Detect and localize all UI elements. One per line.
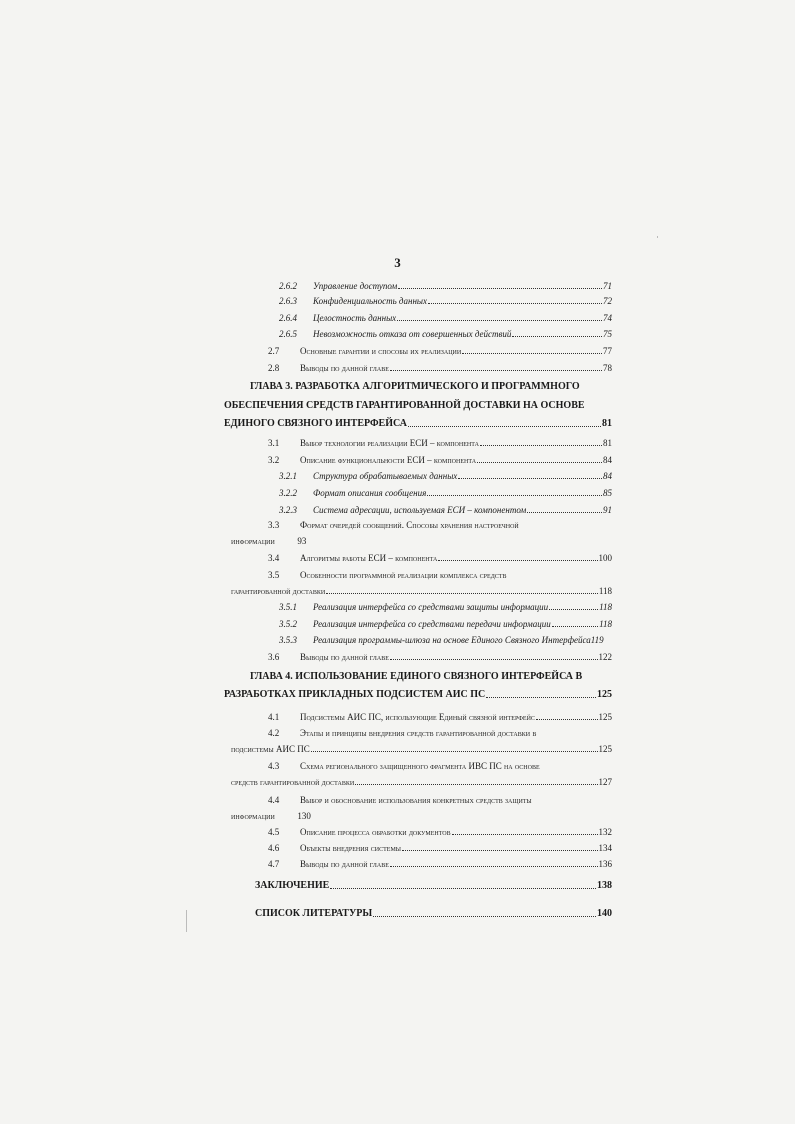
toc-entry-2-6-3: [279, 295, 612, 307]
toc-entry-4-2-continuation: [231, 743, 612, 755]
toc-leader-dots: [462, 345, 602, 354]
toc-entry-title: Реализация интерфейса со средствами защиты информации: [313, 602, 549, 612]
toc-entry-title: Особенности программной реализации комплекса средств: [300, 570, 507, 580]
toc-entry-title: Алгоритмы работы ЕСИ – компонента: [300, 553, 438, 563]
toc-leader-dots: [549, 601, 598, 610]
toc-entry-title: Конфиденциальность данных: [313, 296, 428, 306]
toc-leader-dots: [390, 858, 598, 867]
toc-entry-2-6-5: [279, 328, 612, 340]
toc-entry-title: Выводы по данной главе: [300, 859, 389, 869]
toc-entry-page: 132: [598, 827, 612, 837]
toc-entry-title: Формат описания сообщения: [313, 488, 427, 498]
toc-entry-3-2: [268, 454, 612, 466]
toc-entry-3-3: [268, 519, 519, 531]
toc-leader-dots: [428, 295, 602, 304]
toc-entry-page: 77: [603, 346, 612, 356]
toc-entry-page: 78: [603, 363, 612, 373]
toc-entry-3-5-1: [279, 601, 612, 613]
toc-entry-number: 2.6.5: [279, 329, 297, 339]
toc-entry-title: Структура обрабатываемых данных: [313, 471, 458, 481]
toc-entry-4-6: [268, 842, 612, 854]
toc-entry-2-6-4: [279, 312, 612, 324]
toc-entry-title: средств гарантированной доставки: [231, 777, 355, 787]
toc-leader-dots: [355, 776, 597, 785]
toc-entry-number: 3.5.2: [279, 619, 297, 629]
toc-entry-title: Основные гарантии и способы их реализации: [300, 346, 462, 356]
toc-entry-2-8: [268, 362, 612, 374]
toc-entry-page: 100: [598, 553, 612, 563]
toc-leader-dots: [390, 362, 602, 371]
toc-entry-page: 130: [297, 811, 311, 821]
toc-entry-title: Формат очередей сообщений. Способы хранения настроечной: [300, 520, 519, 530]
toc-leader-dots: [452, 826, 598, 835]
toc-entry-title: Описание функциональности ЕСИ – компонента: [300, 455, 477, 465]
toc-entry-3-5-3: [279, 634, 619, 646]
chapter-4-heading-line2: [224, 689, 612, 701]
toc-entry-number: 4.4: [268, 795, 280, 805]
toc-leader-dots: [397, 312, 602, 321]
toc-entry-3-2-2: [279, 487, 612, 499]
toc-entry-4-2: [268, 727, 536, 739]
toc-entry-page: 140: [597, 908, 612, 919]
toc-entry-number: 3.4: [268, 553, 280, 563]
toc-entry-title: Схема регионального защищенного фрагмента ИВС ПС на основе: [300, 761, 540, 771]
toc-entry-title: Выводы по данной главе: [300, 652, 389, 662]
toc-entry-page: 72: [603, 296, 612, 306]
toc-entry-title: ЗАКЛЮЧЕНИЕ: [255, 880, 330, 891]
toc-entry-4-3: [268, 760, 540, 772]
toc-entry-page: 74: [603, 313, 612, 323]
toc-leader-dots: [527, 504, 602, 513]
toc-entry-2-6-2: [279, 280, 612, 292]
toc-entry-number: 3.5: [268, 570, 280, 580]
toc-entry-page: 136: [598, 859, 612, 869]
toc-leader-dots: [311, 743, 598, 752]
toc-entry-title: Описание процесса обработки документов: [300, 827, 451, 837]
toc-entry-3-5-2: [279, 618, 612, 630]
chapter-3-heading-line3: [224, 418, 612, 430]
toc-entry-page: 93: [297, 536, 307, 546]
toc-entry-number: 4.7: [268, 859, 280, 869]
toc-entry-number: 2.6.4: [279, 313, 297, 323]
toc-entry-page: 125: [598, 744, 612, 754]
toc-entry-4-1: [268, 711, 612, 723]
toc-leader-dots: [458, 470, 602, 479]
toc-entry-page: 71: [603, 281, 612, 291]
toc-entry-3-1: [268, 437, 612, 449]
toc-entry-title: Невозможность отказа от совершенных действий: [313, 329, 512, 339]
toc-entry-number: 2.8: [268, 363, 280, 373]
toc-entry-title: информации: [231, 536, 275, 546]
toc-entry-3-5: [268, 569, 506, 581]
toc-entry-page: 84: [603, 471, 612, 481]
toc-entry-title: Управление доступом: [313, 281, 398, 291]
toc-entry-3-6: [268, 651, 612, 663]
toc-leader-dots: [512, 328, 602, 337]
toc-entry-page: 81: [602, 418, 612, 429]
toc-entry-title: Этапы и принципы внедрения средств гарантированной доставки в: [300, 728, 537, 738]
toc-entry-title: Реализация интерфейса со средствами передачи информации: [313, 619, 551, 629]
toc-entry-number: 4.2: [268, 728, 280, 738]
toc-entry-title: РАЗРАБОТКАХ ПРИКЛАДНЫХ ПОДСИСТЕМ АИС ПС: [224, 689, 486, 700]
toc-entry-title: Реализация программы-шлюза на основе Единого Связного Интерфейса: [313, 635, 591, 645]
toc-entry-3-4: [268, 552, 612, 564]
toc-entry-page: 125: [597, 689, 612, 700]
toc-leader-dots: [486, 689, 596, 698]
toc-entry-references: [255, 908, 612, 920]
toc-entry-page: 119: [590, 635, 604, 645]
toc-entry-number: 3.1: [268, 438, 280, 448]
toc-leader-dots: [438, 552, 597, 561]
toc-entry-page: 84: [603, 455, 612, 465]
toc-entry-number: 2.7: [268, 346, 280, 356]
toc-entry-page: 81: [603, 438, 612, 448]
toc-entry-number: 3.2.3: [279, 505, 297, 515]
chapter-3-heading-line1: ГЛАВА 3. РАЗРАБОТКА АЛГОРИТМИЧЕСКОГО И ПРОГРАММНОГО: [250, 381, 580, 392]
toc-leader-dots: [552, 618, 598, 627]
toc-entry-3-3-continuation: [231, 535, 306, 547]
toc-leader-dots: [330, 880, 596, 889]
toc-entry-number: 3.2: [268, 455, 280, 465]
toc-entry-page: 118: [598, 586, 612, 596]
toc-leader-dots: [373, 908, 596, 917]
toc-entry-page: 127: [598, 777, 612, 787]
toc-leader-dots: [480, 437, 602, 446]
toc-entry-title: Система адресации, используемая ЕСИ – компонентом: [313, 505, 527, 515]
toc-entry-title: Выбор и обоснование использования конкретных средств защиты: [300, 795, 532, 805]
toc-entry-title: информации: [231, 811, 275, 821]
toc-entry-title: СПИСОК ЛИТЕРАТУРЫ: [255, 908, 373, 919]
toc-leader-dots: [427, 487, 602, 496]
toc-entry-page: 91: [603, 505, 612, 515]
toc-entry-number: 3.6: [268, 652, 280, 662]
toc-entry-number: 3.5.1: [279, 602, 297, 612]
toc-leader-dots: [398, 280, 602, 289]
toc-entry-4-4-continuation: [231, 810, 311, 822]
toc-entry-3-2-1: [279, 470, 612, 482]
toc-entry-2-7: [268, 345, 612, 357]
toc-entry-4-7: [268, 858, 612, 870]
toc-entry-title: ЕДИНОГО СВЯЗНОГО ИНТЕРФЕЙСА: [224, 418, 407, 429]
toc-entry-page: 85: [603, 488, 612, 498]
toc-entry-title: Подсистемы АИС ПС, использующие Единый связной интерфейс: [300, 712, 535, 722]
toc-entry-page: 125: [598, 712, 612, 722]
toc-leader-dots: [536, 711, 598, 720]
toc-entry-page: 134: [598, 843, 612, 853]
scan-artifact-mark: [186, 910, 187, 932]
toc-entry-number: 4.6: [268, 843, 280, 853]
toc-entry-4-5: [268, 826, 612, 838]
chapter-3-heading-line2: ОБЕСПЕЧЕНИЯ СРЕДСТВ ГАРАНТИРОВАННОЙ ДОСТАВКИ НА ОСНОВЕ: [224, 400, 585, 411]
page-number: 3: [394, 255, 401, 270]
toc-entry-3-2-3: [279, 504, 612, 516]
toc-entry-number: 2.6.3: [279, 296, 297, 306]
toc-entry-number: 3.2.2: [279, 488, 297, 498]
toc-entry-4-3-continuation: [231, 776, 612, 788]
toc-entry-title: Объекты внедрения системы: [300, 843, 402, 853]
toc-entry-page: 138: [597, 880, 612, 891]
toc-entry-page: 118: [599, 619, 612, 629]
toc-entry-page: 75: [603, 329, 612, 339]
toc-entry-number: 3.5.3: [279, 635, 297, 645]
toc-entry-title: Выводы по данной главе: [300, 363, 389, 373]
scan-artifact-dot: [657, 236, 658, 238]
toc-entry-page: 122: [598, 652, 612, 662]
toc-entry-4-4: [268, 794, 532, 806]
toc-entry-number: 2.6.2: [279, 281, 297, 291]
toc-entry-number: 3.3: [268, 520, 280, 530]
toc-entry-conclusion: [255, 880, 612, 892]
toc-leader-dots: [326, 585, 598, 594]
toc-entry-number: 3.2.1: [279, 471, 297, 481]
chapter-4-heading-line1: ГЛАВА 4. ИСПОЛЬЗОВАНИЕ ЕДИНОГО СВЯЗНОГО ИНТЕРФЕЙСА В: [250, 671, 583, 682]
toc-entry-number: 4.5: [268, 827, 280, 837]
toc-entry-page: 118: [599, 602, 612, 612]
toc-entry-title: гарантированной доставки: [231, 586, 326, 596]
toc-entry-title: Выбор технологии реализации ЕСИ – компонента: [300, 438, 479, 448]
toc-leader-dots: [390, 651, 598, 660]
toc-entry-3-5-continuation: [231, 585, 612, 597]
toc-entry-number: 4.1: [268, 712, 280, 722]
toc-leader-dots: [477, 454, 602, 463]
toc-entry-title: Целостность данных: [313, 313, 397, 323]
toc-leader-dots: [408, 418, 601, 427]
toc-entry-number: 4.3: [268, 761, 280, 771]
toc-entry-title: подсистемы АИС ПС: [231, 744, 310, 754]
toc-leader-dots: [402, 842, 597, 851]
